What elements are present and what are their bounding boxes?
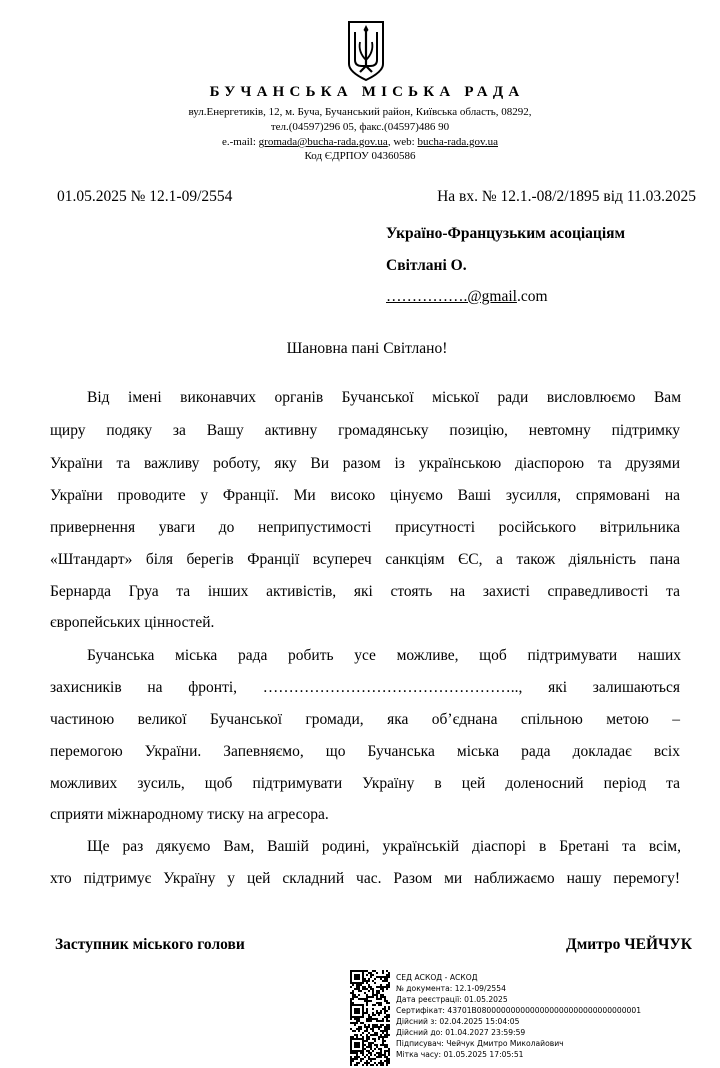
- body-line: України проводите у Франції. Ми високо цінуємо Ваші зусилля, спрямовані на: [50, 487, 680, 504]
- addressee-organization: Україно-Французьким асоціаціям: [386, 225, 626, 242]
- web-label: , web:: [387, 136, 415, 148]
- organization-contacts: [0, 135, 720, 149]
- electronic-signature-stamp: [396, 972, 641, 1060]
- body-line: Ще раз дякуємо Вам, Вашій родині, українській діаспорі в Бретані та всім,: [87, 838, 681, 855]
- body-line: сприяти міжнародному тиску на агресора.: [50, 806, 329, 823]
- body-line: можливих зусиль, щоб підтримувати Україну в цей доленосний період та: [50, 775, 680, 792]
- stamp-line: Мітка часу: 01.05.2025 17:05:51: [396, 1050, 524, 1059]
- stamp-line: Дійсний до: 01.04.2027 23:59:59: [396, 1028, 526, 1037]
- body-line: Бернарда Груа та інших активістів, які стоять на захисті справедливості та: [50, 583, 680, 600]
- stamp-line: № документа: 12.1-09/2554: [396, 984, 506, 993]
- body-line: захисників на фронті, ………………………………………….., які залишаються: [50, 679, 680, 696]
- organization-email-link[interactable]: gromada@bucha-rada.gov.ua: [258, 136, 388, 148]
- addressee-email-masked: …………….@gmail: [386, 288, 517, 305]
- signatory-name: Дмитро ЧЕЙЧУК: [566, 936, 692, 953]
- addressee-email-domain: .com: [516, 288, 548, 305]
- organization-web-link[interactable]: bucha-rada.gov.ua: [417, 136, 498, 148]
- stamp-line: Сертифікат: 43701B0800000000000000000000000000000001: [396, 1006, 642, 1015]
- outgoing-reference: 01.05.2025 № 12.1-09/2554: [57, 188, 233, 205]
- addressee-email[interactable]: [386, 288, 548, 306]
- incoming-reference: На вх. № 12.1.-08/2/1895 від 11.03.2025: [437, 188, 696, 205]
- body-line: частиною великої Бучанської громади, яка об’єднана спільною метою –: [50, 711, 680, 728]
- organization-address: вул.Енергетиків, 12, м. Буча, Бучанський район, Київська область, 08292,: [188, 106, 532, 118]
- organization-phone: тел.(04597)296 05, факс.(04597)486 90: [270, 121, 450, 133]
- stamp-line: СЕД АСКОД - АСКОД: [396, 973, 478, 982]
- stamp-line: Дійсний з: 02.04.2025 15:04:05: [396, 1017, 520, 1026]
- body-line: перемогою України. Запевняємо, що Бучанська міська рада докладає всіх: [50, 743, 680, 760]
- body-line: привернення уваги до неприпустимості присутності російського вітрильника: [50, 519, 680, 536]
- signatory-position: Заступник міського голови: [55, 936, 245, 953]
- qr-code-icon: [350, 970, 390, 1066]
- body-line: європейських цінностей.: [50, 614, 215, 631]
- body-line: хто підтримує Україну у цей складний час. Разом ми наближаємо нашу перемогу!: [50, 870, 680, 887]
- body-line: щиру подяку за Вашу активну громадянську позицію, невтомну підтримку: [50, 422, 680, 439]
- organization-name: БУЧАНСЬКА МІСЬКА РАДА: [209, 84, 525, 100]
- greeting: Шановна пані Світлано!: [286, 340, 448, 357]
- stamp-line: Підписувач: Чейчук Дмитро Миколайович: [396, 1039, 564, 1048]
- body-line: України та важливу роботу, яку Ви разом із українською діаспорою та друзями: [50, 455, 680, 472]
- addressee-name: Світлані О.: [386, 257, 467, 274]
- stamp-line: Дата реєстрації: 01.05.2025: [396, 995, 508, 1004]
- organization-edrpou: Код ЄДРПОУ 04360586: [304, 150, 416, 162]
- body-line: Бучанська міська рада робить усе можливе, щоб підтримувати наших: [87, 647, 681, 664]
- email-label: e.-mail:: [222, 136, 256, 148]
- trident-emblem-icon: [346, 20, 386, 82]
- body-line: Від імені виконавчих органів Бучанської міської ради висловлюємо Вам: [87, 389, 681, 406]
- body-line: «Штандарт» біля берегів Франції всупереч санкціям ЄС, а також діяльність пана: [50, 551, 680, 568]
